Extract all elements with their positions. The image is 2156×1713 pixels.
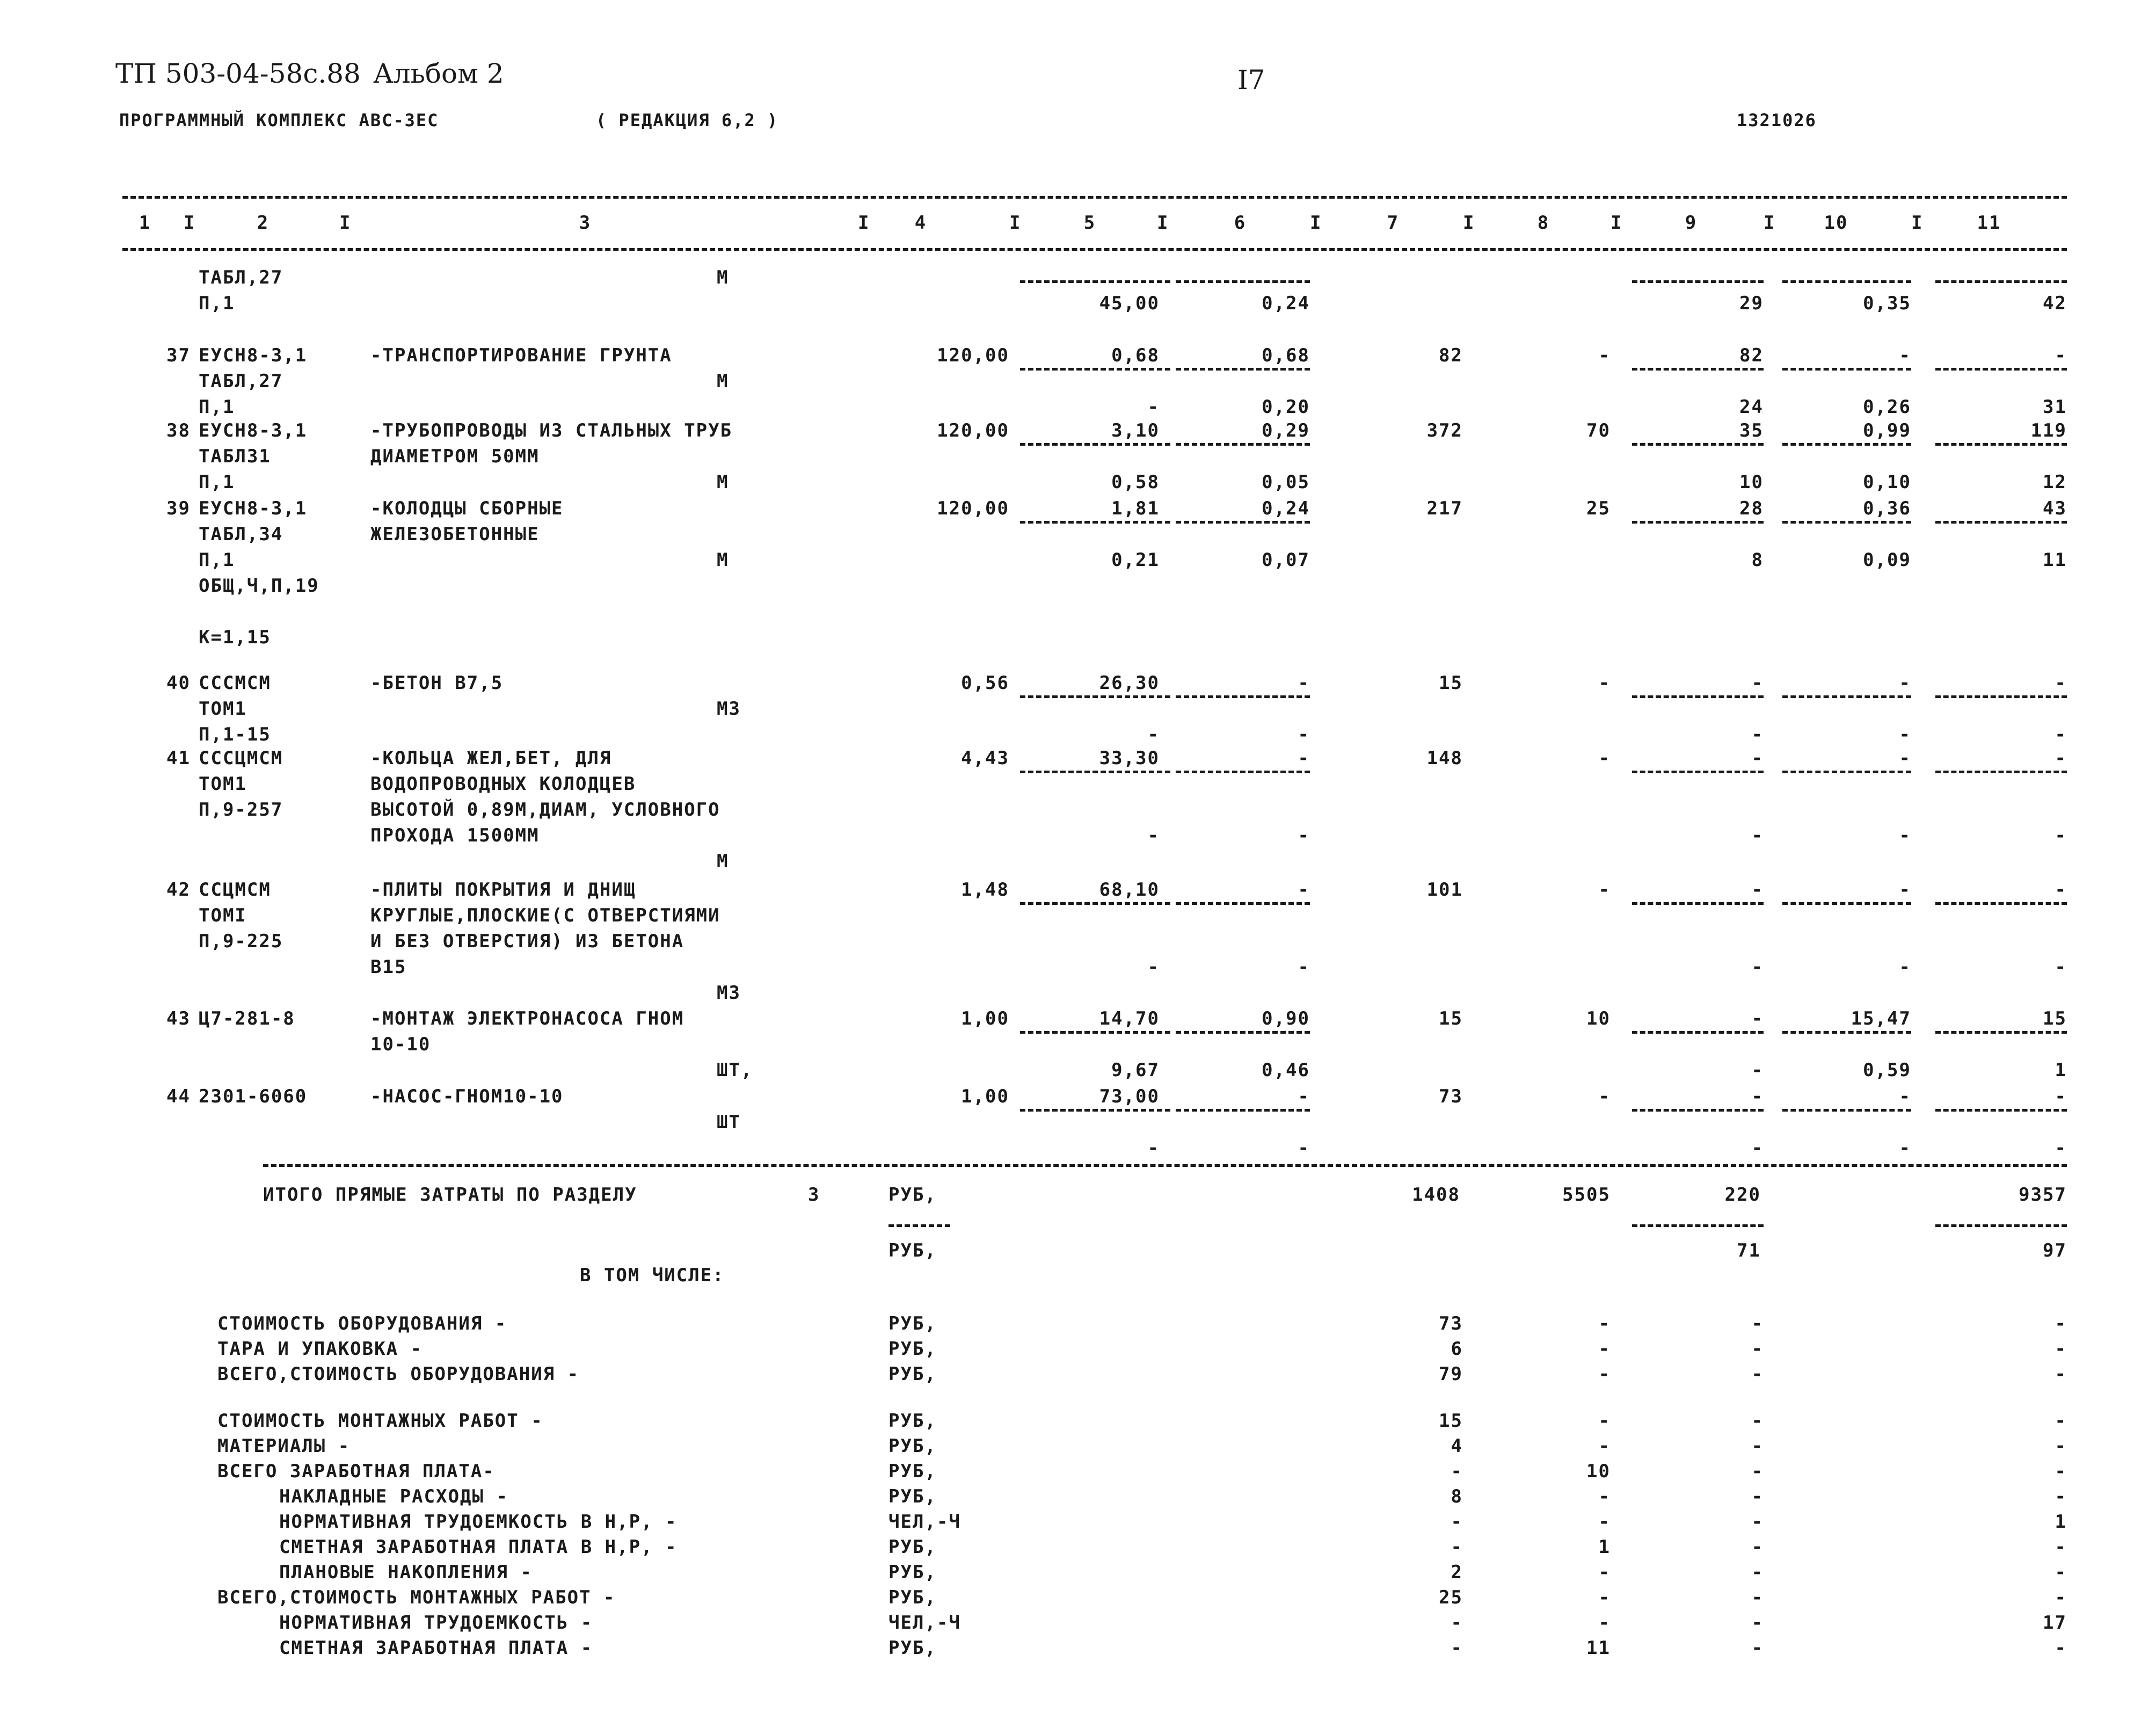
- c9-value-2: 8: [1751, 549, 1764, 571]
- col-separator: I: [1463, 212, 1475, 234]
- summary-col8: -: [1598, 1363, 1611, 1385]
- summary-label: МАТЕРИАЛЫ -: [217, 1435, 351, 1457]
- col-header-3: 3: [579, 212, 592, 234]
- summary-unit: РУБ,: [888, 1587, 937, 1608]
- normative-code: ЕУСН8-3,1: [199, 345, 308, 366]
- summary-col11: -: [2055, 1587, 2067, 1608]
- col-header-2: 2: [257, 212, 270, 234]
- summary-col9: -: [1751, 1587, 1764, 1608]
- col-separator: I: [1611, 212, 1623, 234]
- c5-value: 68,10: [1099, 879, 1160, 901]
- normative-code: ТОМ1: [199, 773, 247, 795]
- c9-value: -: [1751, 747, 1764, 769]
- c6-value-2: -: [1298, 724, 1310, 745]
- document-id: 1321026: [1737, 110, 1817, 130]
- row-number: 37: [166, 345, 191, 366]
- program-edition: ( РЕДАКЦИЯ 6,2 ): [596, 110, 779, 130]
- quantity: 0,56: [961, 672, 1009, 694]
- summary-col11: -: [2055, 1461, 2067, 1482]
- summary-col7: 4: [1451, 1435, 1463, 1457]
- c11-value: -: [2055, 1086, 2067, 1107]
- summary-label: НОРМАТИВНАЯ ТРУДОЕМКОСТЬ -: [279, 1612, 593, 1634]
- col-separator: I: [1310, 212, 1322, 234]
- summary-unit: РУБ,: [888, 1562, 937, 1583]
- summary-label: СТОИМОСТЬ МОНТАЖНЫХ РАБОТ -: [217, 1410, 543, 1432]
- summary-col8: -: [1598, 1486, 1611, 1507]
- row-number: 43: [166, 1008, 191, 1029]
- col-header-7: 7: [1387, 212, 1400, 234]
- c9-value: 82: [1739, 345, 1764, 366]
- col8-value: -: [1598, 345, 1611, 366]
- unit-of-measure: М3: [717, 698, 741, 720]
- summary-col9: -: [1751, 1363, 1764, 1385]
- col7-value: 15: [1439, 1008, 1463, 1029]
- unit-of-measure: М: [717, 549, 729, 571]
- c9-value: -: [1751, 1086, 1764, 1107]
- work-description: -ТРАНСПОРТИРОВАНИЕ ГРУНТА: [370, 345, 672, 366]
- work-description: 10-10: [370, 1034, 431, 1055]
- c10-value-2: 0,26: [1863, 396, 1911, 418]
- c10-value-2: -: [1899, 825, 1911, 846]
- summary-col11: -: [2055, 1313, 2067, 1334]
- summary-col11: -: [2055, 1363, 2067, 1385]
- summary-unit: ЧЕЛ,-Ч: [888, 1612, 961, 1634]
- row-number: 42: [166, 879, 191, 901]
- c10-value: 15,47: [1851, 1008, 1911, 1029]
- work-description: И БЕЗ ОТВЕРСТИЯ) ИЗ БЕТОНА: [370, 931, 684, 952]
- summary-col8: -: [1598, 1338, 1611, 1360]
- col-separator: I: [184, 212, 196, 234]
- work-description: -НАСОС-ГНОМ10-10: [370, 1086, 564, 1107]
- col-separator: I: [1764, 212, 1776, 234]
- summary-col7: 8: [1451, 1486, 1463, 1507]
- unit-of-measure: М: [717, 267, 729, 288]
- summary-label: ПЛАНОВЫЕ НАКОПЛЕНИЯ -: [279, 1562, 533, 1583]
- c9-value-2: 24: [1739, 396, 1764, 418]
- quantity: 120,00: [937, 498, 1009, 519]
- summary-col9: -: [1751, 1410, 1764, 1432]
- quantity: 1,00: [961, 1086, 1009, 1107]
- normative-code: П,1: [199, 396, 235, 418]
- c11-value-2: 11: [2043, 549, 2067, 571]
- c10-value: -: [1899, 747, 1911, 769]
- summary-col7: -: [1451, 1461, 1463, 1482]
- c6-value-2: -: [1298, 956, 1310, 978]
- summary-col11: -: [2055, 1486, 2067, 1507]
- normative-code: ТАБЛ,27: [199, 371, 283, 392]
- c9-value: 35: [1739, 420, 1764, 441]
- c11-value-2: -: [2055, 724, 2067, 745]
- normative-code: СССМСМ: [199, 672, 271, 694]
- c5-value-2: -: [1147, 825, 1160, 846]
- work-description: -ПЛИТЫ ПОКРЫТИЯ И ДНИЩ: [370, 879, 636, 901]
- summary-col11: -: [2055, 1338, 2067, 1360]
- c9-value-2: -: [1751, 724, 1764, 745]
- normative-code: ТАБЛ,27: [199, 267, 283, 288]
- col-separator: I: [1911, 212, 1924, 234]
- unit-of-measure: М: [717, 371, 729, 392]
- c6-value: 0,24: [1262, 498, 1310, 519]
- c5-value-2: -: [1147, 724, 1160, 745]
- summary-label: СМЕТНАЯ ЗАРАБОТНАЯ ПЛАТА В Н,Р, -: [279, 1536, 678, 1558]
- c11-value-2: -: [2055, 825, 2067, 846]
- total-col8: 5505: [1562, 1184, 1611, 1206]
- c6-value-2: 0,24: [1262, 293, 1310, 314]
- summary-col7: 25: [1439, 1587, 1463, 1608]
- c11-value: -: [2055, 879, 2067, 901]
- c10-value-2: 0,09: [1863, 549, 1911, 571]
- c9-value-2: -: [1751, 1059, 1764, 1081]
- summary-col8: -: [1598, 1562, 1611, 1583]
- work-description: КРУГЛЫЕ,ПЛОСКИЕ(С ОТВЕРСТИЯМИ: [370, 905, 720, 926]
- summary-col7: -: [1451, 1511, 1463, 1533]
- summary-col9: -: [1751, 1612, 1764, 1634]
- c10-value-2: -: [1899, 956, 1911, 978]
- normative-code: ТАБЛ,34: [199, 524, 283, 545]
- c6-value-2: -: [1298, 825, 1310, 846]
- col-header-5: 5: [1083, 212, 1096, 234]
- summary-unit: РУБ,: [888, 1435, 937, 1457]
- c5-value-2: 45,00: [1099, 293, 1160, 314]
- c9-value: -: [1751, 672, 1764, 694]
- summary-col9: -: [1751, 1461, 1764, 1482]
- c10-value: -: [1899, 672, 1911, 694]
- summary-col11: -: [2055, 1435, 2067, 1457]
- work-description: -КОЛЬЦА ЖЕЛ,БЕТ, ДЛЯ: [370, 747, 612, 769]
- c5-value-2: -: [1147, 956, 1160, 978]
- col-header-6: 6: [1234, 212, 1247, 234]
- work-description: -КОЛОДЦЫ СБОРНЫЕ: [370, 498, 564, 519]
- summary-label: СМЕТНАЯ ЗАРАБОТНАЯ ПЛАТА -: [279, 1637, 593, 1659]
- summary-col7: -: [1451, 1637, 1463, 1659]
- c5-value: 3,10: [1111, 420, 1160, 441]
- summary-col7: 73: [1439, 1313, 1463, 1334]
- work-description: -БЕТОН В7,5: [370, 672, 504, 694]
- normative-code: П,1: [199, 293, 235, 314]
- summary-col8: -: [1598, 1587, 1611, 1608]
- total-label: ИТОГО ПРЯМЫЕ ЗАТРАТЫ ПО РАЗДЕЛУ: [263, 1184, 637, 1206]
- total-col11: 9357: [2019, 1184, 2067, 1206]
- program-name: ПРОГРАММНЫЙ КОМПЛЕКС АВС-3ЕС: [119, 110, 439, 130]
- c5-value-2: -: [1147, 1137, 1160, 1159]
- normative-code: Ц7-281-8: [199, 1008, 295, 1029]
- c10-value: 0,36: [1863, 498, 1911, 519]
- c5-value-2: -: [1147, 396, 1160, 418]
- c5-value: 14,70: [1099, 1008, 1160, 1029]
- work-description: ВОДОПРОВОДНЫХ КОЛОДЦЕВ: [370, 773, 636, 795]
- col-header-10: 10: [1824, 212, 1848, 234]
- normative-code: ЕУСН8-3,1: [199, 498, 308, 519]
- normative-code: П,1: [199, 471, 235, 493]
- col7-value: 148: [1426, 747, 1463, 769]
- summary-col7: -: [1451, 1612, 1463, 1634]
- col-separator: I: [858, 212, 870, 234]
- summary-unit: РУБ,: [888, 1410, 937, 1432]
- col8-value: -: [1598, 879, 1611, 901]
- c5-value: 26,30: [1099, 672, 1160, 694]
- c5-value: 1,81: [1111, 498, 1160, 519]
- c9-value-2: 10: [1739, 471, 1764, 493]
- summary-col7: -: [1451, 1536, 1463, 1558]
- summary-col11: -: [2055, 1637, 2067, 1659]
- c5-value: 73,00: [1099, 1086, 1160, 1107]
- normative-code: 2301-6060: [199, 1086, 308, 1107]
- quantity: 4,43: [961, 747, 1009, 769]
- work-description: ВЫСОТОЙ 0,89М,ДИАМ, УСЛОВНОГО: [370, 799, 720, 821]
- c11-value-2: 1: [2055, 1059, 2067, 1081]
- c5-value: 0,68: [1111, 345, 1160, 366]
- c10-value: -: [1899, 345, 1911, 366]
- summary-label: СТОИМОСТЬ ОБОРУДОВАНИЯ -: [217, 1313, 507, 1334]
- c5-value-2: 9,67: [1111, 1059, 1160, 1081]
- c10-value-2: 0,10: [1863, 471, 1911, 493]
- summary-col8: 10: [1586, 1461, 1611, 1482]
- quantity: 120,00: [937, 345, 1009, 366]
- summary-col8: 1: [1598, 1536, 1611, 1558]
- normative-code: ТАБЛ31: [199, 446, 271, 467]
- c10-value-2: -: [1899, 1137, 1911, 1159]
- normative-code: ТОМI: [199, 905, 247, 926]
- unit-of-measure: ШТ: [717, 1112, 741, 1133]
- summary-col7: 15: [1439, 1410, 1463, 1432]
- summary-label: ТАРА И УПАКОВКА -: [217, 1338, 423, 1360]
- c6-value: -: [1298, 879, 1310, 901]
- c6-value-2: 0,20: [1262, 396, 1310, 418]
- summary-col11: -: [2055, 1536, 2067, 1558]
- row-number: 38: [166, 420, 191, 441]
- normative-code: ТОМ1: [199, 698, 247, 720]
- unit-of-measure: М3: [717, 982, 741, 1004]
- col-separator: I: [1157, 212, 1169, 234]
- col7-value: 73: [1439, 1086, 1463, 1107]
- normative-code: П,1: [199, 549, 235, 571]
- unit-of-measure: М: [717, 471, 729, 493]
- normative-code: ЕУСН8-3,1: [199, 420, 308, 441]
- c9-value: 28: [1739, 498, 1764, 519]
- summary-unit: РУБ,: [888, 1313, 937, 1334]
- row-number: 39: [166, 498, 191, 519]
- summary-unit: ЧЕЛ,-Ч: [888, 1511, 961, 1533]
- summary-label: ВСЕГО ЗАРАБОТНАЯ ПЛАТА-: [217, 1461, 495, 1482]
- c6-value-2: -: [1298, 1137, 1310, 1159]
- summary-col9: -: [1751, 1486, 1764, 1507]
- summary-col11: -: [2055, 1562, 2067, 1583]
- col-header-4: 4: [914, 212, 927, 234]
- summary-unit: РУБ,: [888, 1338, 937, 1360]
- total-unit: РУБ,: [888, 1184, 937, 1206]
- summary-col11: -: [2055, 1410, 2067, 1432]
- normative-code: ОБЩ,Ч,П,19: [199, 575, 319, 597]
- c6-value: -: [1298, 747, 1310, 769]
- c6-value: 0,90: [1262, 1008, 1310, 1029]
- summary-label: ВСЕГО,СТОИМОСТЬ МОНТАЖНЫХ РАБОТ -: [217, 1587, 616, 1608]
- c10-value-2: -: [1899, 724, 1911, 745]
- c10-value: -: [1899, 879, 1911, 901]
- col-header-1: 1: [139, 212, 151, 234]
- summary-col9: -: [1751, 1536, 1764, 1558]
- album-label: Альбом 2: [373, 58, 504, 89]
- c9-value: -: [1751, 879, 1764, 901]
- c10-value-2: 0,59: [1863, 1059, 1911, 1081]
- work-description: ПРОХОДА 1500ММ: [370, 825, 540, 846]
- summary-label: НОРМАТИВНАЯ ТРУДОЕМКОСТЬ В Н,Р, -: [279, 1511, 678, 1533]
- col8-value: -: [1598, 672, 1611, 694]
- col7-value: 217: [1426, 498, 1463, 519]
- quantity: 1,48: [961, 879, 1009, 901]
- col8-value: 70: [1586, 420, 1611, 441]
- summary-col8: -: [1598, 1435, 1611, 1457]
- c9-value-2: -: [1751, 1137, 1764, 1159]
- normative-code: П,1-15: [199, 724, 271, 745]
- c5-value-2: 0,58: [1111, 471, 1160, 493]
- summary-col9: -: [1751, 1313, 1764, 1334]
- col8-value: 10: [1586, 1008, 1611, 1029]
- c11-value: -: [2055, 747, 2067, 769]
- summary-col7: 2: [1451, 1562, 1463, 1583]
- c11-value-2: -: [2055, 956, 2067, 978]
- col7-value: 101: [1426, 879, 1463, 901]
- summary-col8: -: [1598, 1410, 1611, 1432]
- col-separator: I: [1009, 212, 1022, 234]
- summary-unit: РУБ,: [888, 1536, 937, 1558]
- total-col9-2: 71: [1737, 1240, 1761, 1261]
- col-header-8: 8: [1537, 212, 1550, 234]
- work-description: -ТРУБОПРОВОДЫ ИЗ СТАЛЬНЫХ ТРУБ: [370, 420, 733, 441]
- c11-value-2: 31: [2043, 396, 2067, 418]
- c5-value-2: 0,21: [1111, 549, 1160, 571]
- normative-code: П,9-257: [199, 799, 283, 821]
- total-section: 3: [808, 1184, 820, 1206]
- c6-value: -: [1298, 1086, 1310, 1107]
- page-number: I7: [1237, 64, 1265, 96]
- c11-value-2: -: [2055, 1137, 2067, 1159]
- summary-col9: -: [1751, 1562, 1764, 1583]
- quantity: 1,00: [961, 1008, 1009, 1029]
- c10-value: -: [1899, 1086, 1911, 1107]
- summary-label: ВСЕГО,СТОИМОСТЬ ОБОРУДОВАНИЯ -: [217, 1363, 580, 1385]
- c6-value: -: [1298, 672, 1310, 694]
- normative-code: К=1,15: [199, 627, 271, 648]
- c11-value: -: [2055, 672, 2067, 694]
- summary-unit: РУБ,: [888, 1461, 937, 1482]
- c11-value: 119: [2030, 420, 2067, 441]
- work-description: ДИАМЕТРОМ 50ММ: [370, 446, 540, 467]
- c6-value-2: 0,46: [1262, 1059, 1310, 1081]
- summary-col8: -: [1598, 1313, 1611, 1334]
- normative-code: СССЦМСМ: [199, 747, 283, 769]
- c9-value: -: [1751, 1008, 1764, 1029]
- c11-value: 43: [2043, 498, 2067, 519]
- unit-of-measure: М: [717, 851, 729, 872]
- work-description: В15: [370, 956, 407, 978]
- summary-col7: 79: [1439, 1363, 1463, 1385]
- normative-code: П,9-225: [199, 931, 283, 952]
- summary-col9: -: [1751, 1511, 1764, 1533]
- c10-value-2: 0,35: [1863, 293, 1911, 314]
- c11-value: 15: [2043, 1008, 2067, 1029]
- summary-col8: -: [1598, 1511, 1611, 1533]
- normative-code: ССЦМСМ: [199, 879, 271, 901]
- c6-value: 0,29: [1262, 420, 1310, 441]
- col-header-9: 9: [1685, 212, 1698, 234]
- summary-col9: -: [1751, 1338, 1764, 1360]
- row-number: 44: [166, 1086, 191, 1107]
- summary-col7: 6: [1451, 1338, 1463, 1360]
- c11-value-2: 42: [2043, 293, 2067, 314]
- c5-value: 33,30: [1099, 747, 1160, 769]
- c10-value: 0,99: [1863, 420, 1911, 441]
- total-col7: 1408: [1412, 1184, 1460, 1206]
- col7-value: 15: [1439, 672, 1463, 694]
- quantity: 120,00: [937, 420, 1009, 441]
- row-number: 40: [166, 672, 191, 694]
- summary-unit: РУБ,: [888, 1363, 937, 1385]
- col-separator: I: [339, 212, 352, 234]
- summary-label: НАКЛАДНЫЕ РАСХОДЫ -: [279, 1486, 508, 1507]
- total-col11-2: 97: [2043, 1240, 2067, 1261]
- summary-col11: 1: [2055, 1511, 2067, 1533]
- col8-value: 25: [1586, 498, 1611, 519]
- total-col9: 220: [1724, 1184, 1761, 1206]
- row-number: 41: [166, 747, 191, 769]
- col8-value: -: [1598, 747, 1611, 769]
- work-description: ЖЕЛЕЗОБЕТОННЫЕ: [370, 524, 540, 545]
- summary-unit: РУБ,: [888, 1637, 937, 1659]
- summary-unit: РУБ,: [888, 1486, 937, 1507]
- summary-col9: -: [1751, 1435, 1764, 1457]
- c6-value-2: 0,05: [1262, 471, 1310, 493]
- summary-col9: -: [1751, 1637, 1764, 1659]
- unit-of-measure: ШТ,: [717, 1059, 753, 1081]
- c9-value-2: -: [1751, 956, 1764, 978]
- c9-value-2: 29: [1739, 293, 1764, 314]
- document-code: ТП 503-04-58с.88: [115, 58, 361, 89]
- c11-value-2: 12: [2043, 471, 2067, 493]
- including-heading: В ТОМ ЧИСЛЕ:: [580, 1265, 725, 1286]
- col7-value: 372: [1426, 420, 1463, 441]
- summary-col8: -: [1598, 1612, 1611, 1634]
- c9-value-2: -: [1751, 825, 1764, 846]
- c11-value: -: [2055, 345, 2067, 366]
- c6-value-2: 0,07: [1262, 549, 1310, 571]
- c6-value: 0,68: [1262, 345, 1310, 366]
- col8-value: -: [1598, 1086, 1611, 1107]
- total-unit-2: РУБ,: [888, 1240, 937, 1261]
- col-header-11: 11: [1977, 212, 2001, 234]
- col7-value: 82: [1439, 345, 1463, 366]
- summary-col11: 17: [2043, 1612, 2067, 1634]
- work-description: -МОНТАЖ ЭЛЕКТРОНАСОСА ГНОМ: [370, 1008, 684, 1029]
- summary-col8: 11: [1586, 1637, 1611, 1659]
